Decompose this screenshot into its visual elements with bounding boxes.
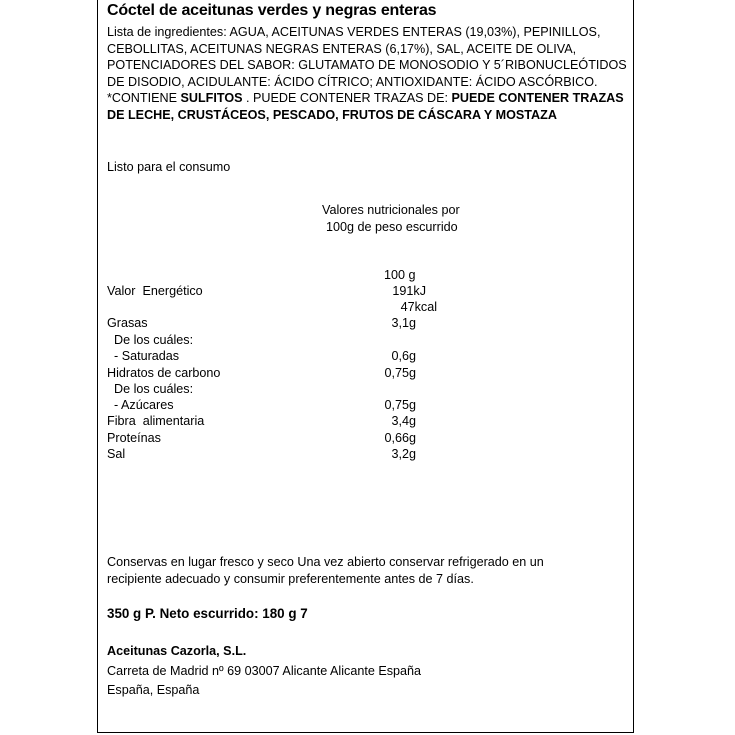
company-country: España, España: [107, 683, 200, 697]
company-address: Carreta de Madrid nº 69 03007 Alicante Alicante España: [107, 664, 422, 678]
ingredients-list: [107, 24, 627, 124]
nutrition-value: 3,1g: [391, 316, 416, 330]
nutrition-value: 47kcal: [400, 300, 437, 314]
nutrition-label: Hidratos de carbono: [107, 366, 221, 380]
storage-line2: recipiente adecuado y consumir preferentemente antes de 7 días.: [107, 572, 474, 586]
storage-line1: Conservas en lugar fresco y seco Una vez abierto conservar refrigerado en un: [107, 555, 544, 569]
net-weight: 350 g P. Neto escurrido: 180 g 7: [107, 606, 308, 621]
allergen-traces: PUEDE CONTENER TRAZAS DE LECHE, CRUSTÁCEOS, PESCADO, FRUTOS DE CÁSCARA Y MOSTAZA: [107, 91, 624, 122]
nutrition-value: 0,75g: [384, 398, 416, 412]
nutrition-value: 0,6g: [391, 349, 416, 363]
ingredients-text: Lista de ingredientes: AGUA, ACEITUNAS VERDES ENTERAS (19,03%), PEPINILLOS, CEBOLLITAS, ACEITUNAS NEGRAS ENTERAS (6,17%), SAL, ACEITE DE OLIVA, POTENCIADORES DEL SABOR: GLUTAMATO DE MONOSODIO Y 5´RIBONUCLEÓTIDOS DE DISODIO, ACIDULANTE: ÁCIDO CÍTRICO; ANTIOXIDANTE: ÁCIDO ASCÓRBICO. *CONTIENE: [107, 25, 627, 106]
nutrition-label: Valor Energético: [107, 284, 203, 298]
nutrition-value: 3,4g: [391, 414, 416, 428]
nutrition-label: Sal: [107, 447, 126, 461]
nutrition-label: - Azúcares: [107, 398, 174, 412]
nutrition-label: De los cuáles:: [107, 333, 194, 347]
nutrition-header-line2: 100g de peso escurrido: [326, 220, 458, 234]
nutrition-label: Proteínas: [107, 431, 161, 445]
nutrition-header-line1: Valores nutricionales por: [322, 203, 460, 217]
nutrition-value: 0,66g: [384, 431, 416, 445]
product-title: Cóctel de aceitunas verdes y negras enteras: [107, 2, 437, 19]
nutrition-value: 3,2g: [391, 447, 416, 461]
nutrition-value: 0,75g: [384, 366, 416, 380]
nutrition-label: Fibra alimentaria: [107, 414, 205, 428]
ready-to-eat-text: Listo para el consumo: [107, 160, 231, 174]
nutrition-value: 191kJ: [392, 284, 426, 298]
nutrition-label: De los cuáles:: [107, 382, 194, 396]
company-name: Aceitunas Cazorla, S.L.: [107, 644, 247, 658]
ingredients-traces-intro: . PUEDE CONTENER TRAZAS DE:: [242, 91, 452, 106]
nutrition-label: Grasas: [107, 316, 148, 330]
allergen-sulfitos: SULFITOS: [180, 91, 243, 106]
nutrition-column-header: 100 g: [384, 268, 416, 282]
nutrition-label: - Saturadas: [107, 349, 180, 363]
